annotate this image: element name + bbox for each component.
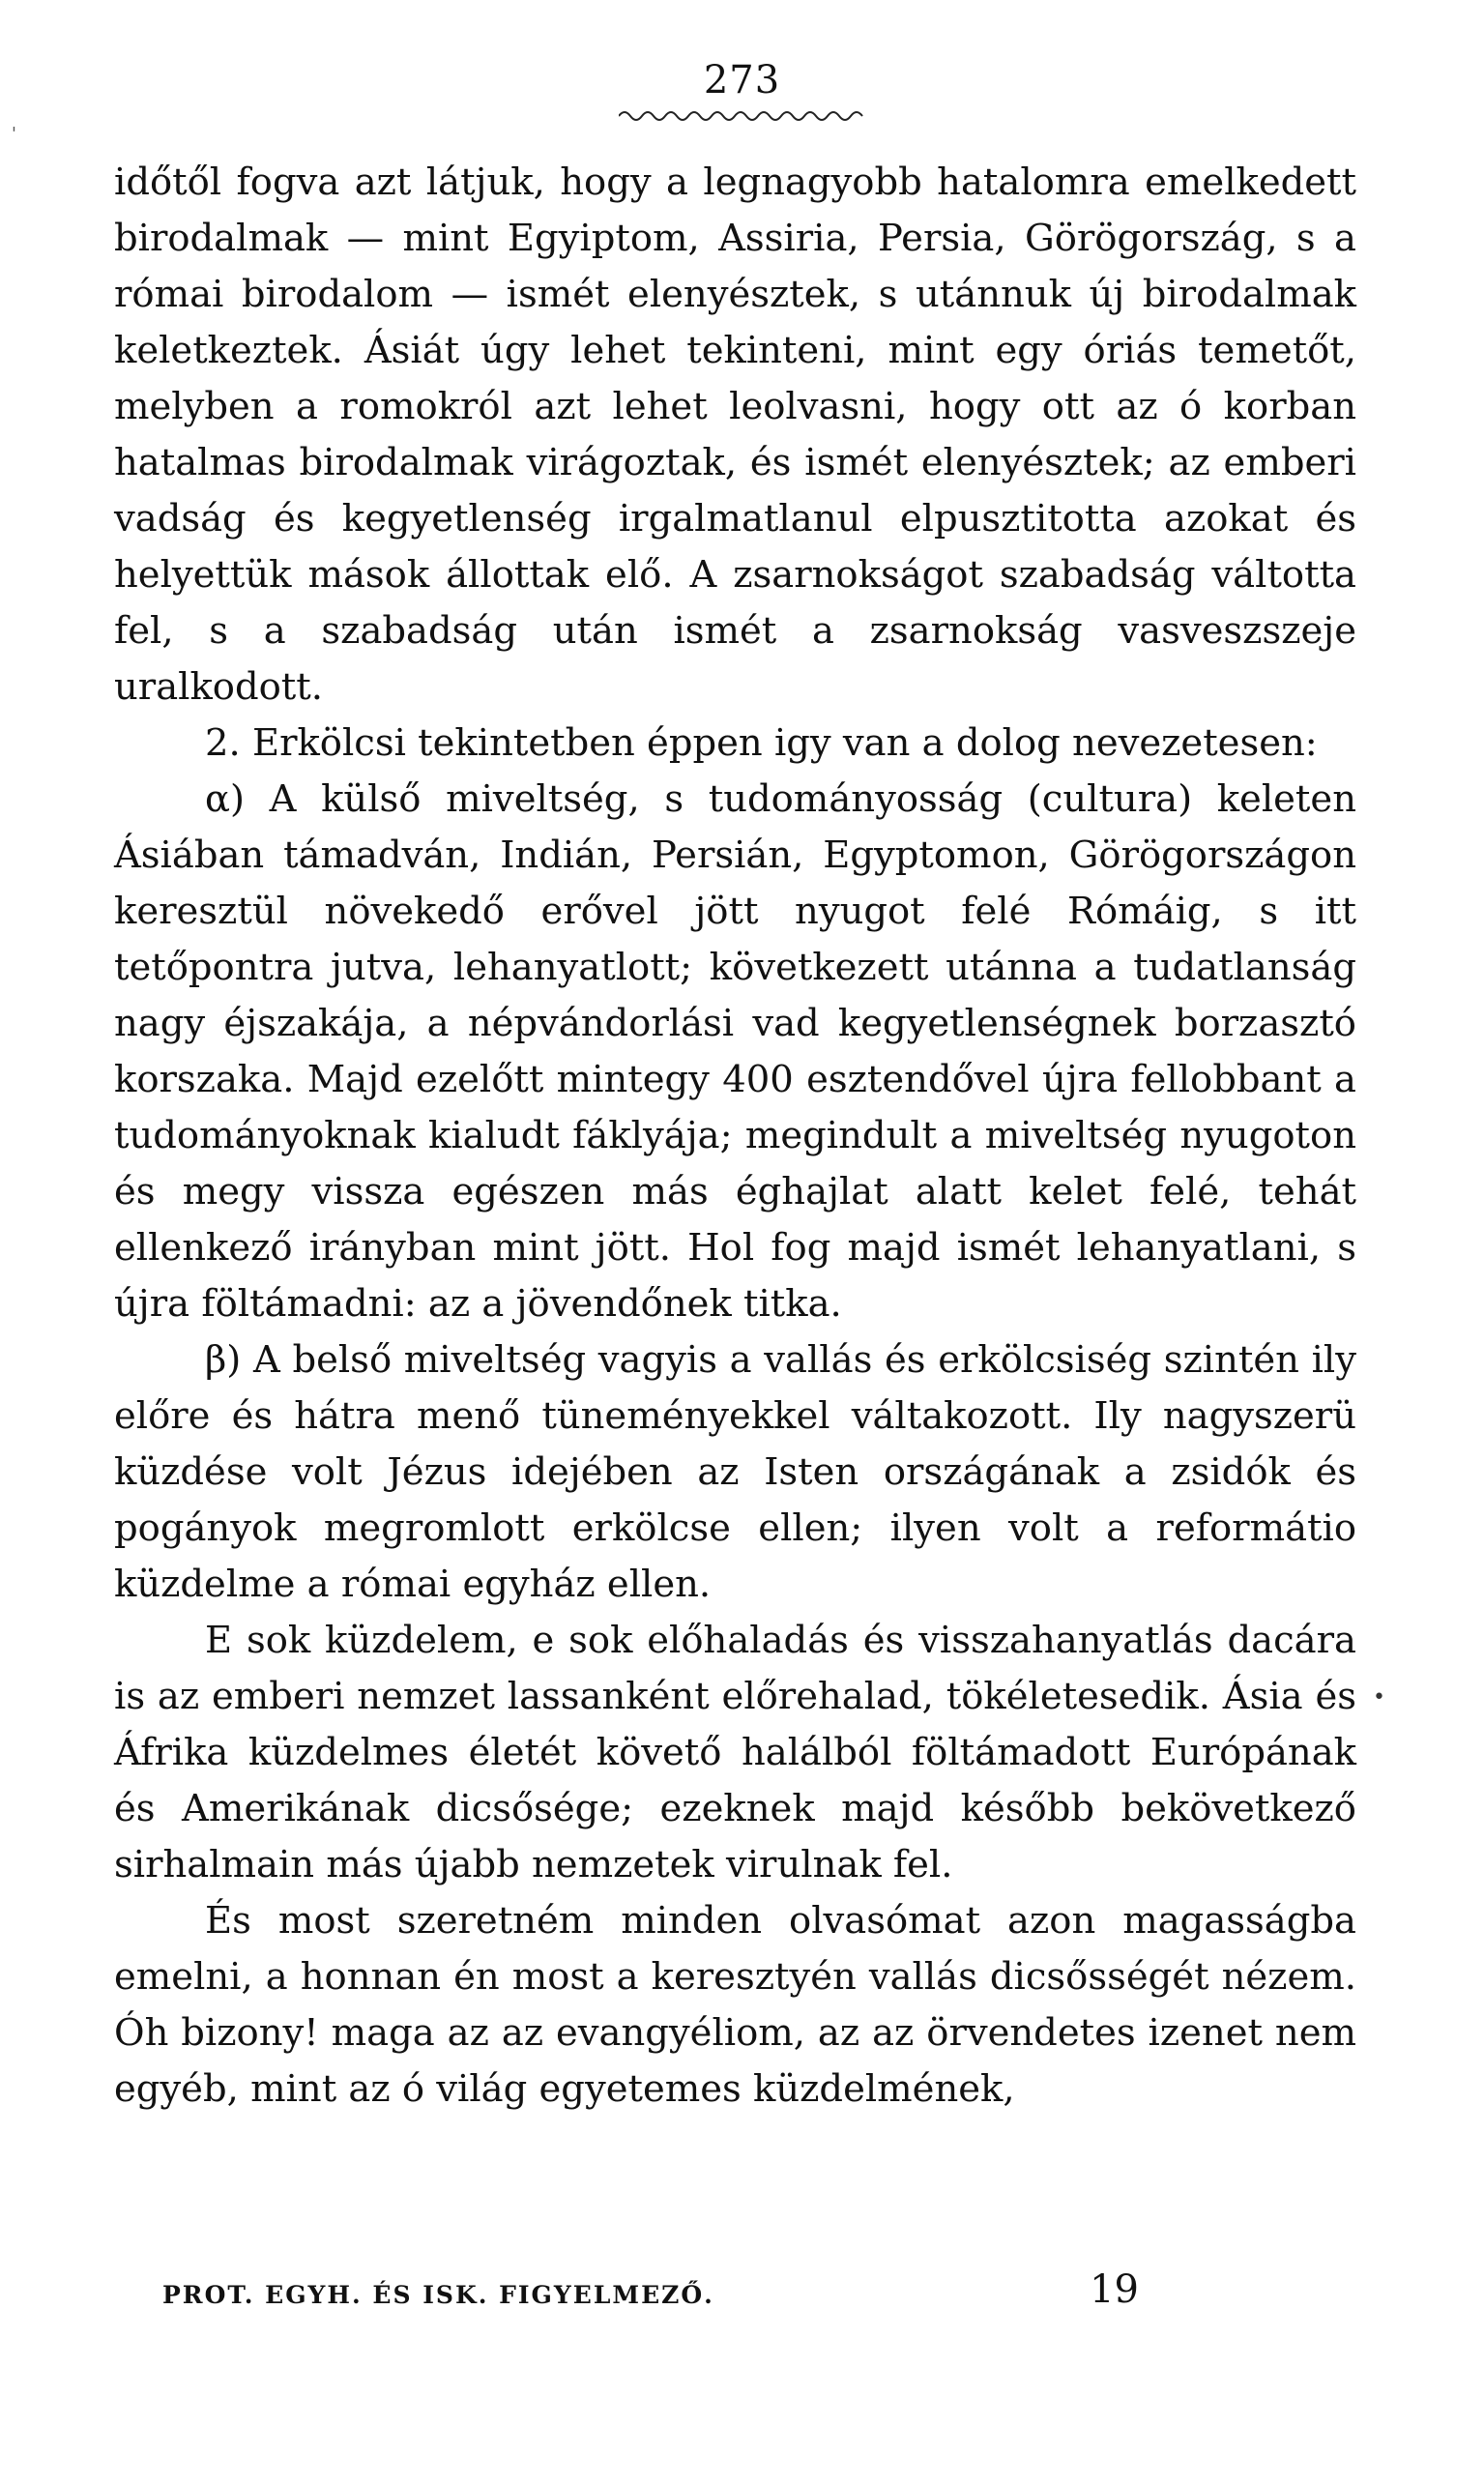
paragraph: E sok küzdelem, e sok előhaladás és visszahanyatlás dacára is az emberi nemzet lassanként előrehalad, tökéletesedik. Ásia és Áfrika küzdelmes életét követő halálból föltámadott Európának és Amerikának dicsősége; ezeknek majd később bekövetkező sirhalmain más újabb nemzetek virulnak fel. [114, 1619, 1356, 1886]
page-footer [162, 2267, 1139, 2325]
sheet-number: 19 [1090, 2267, 1139, 2312]
paragraph: 2. Erkölcsi tekintetben éppen igy van a dolog nevezetesen: [205, 721, 1318, 765]
paragraph: És most szeretném minden olvasómat azon magasságba emelni, a honnan én most a keresztyén vallás dicsősségét nézem. Óh bizony! maga az az evangyéliom, az az örvendetes izenet nem egyéb, mint az ó világ egyetemes küzdelmének, [114, 1899, 1356, 2111]
header-ornament-rule [619, 104, 865, 128]
margin-mark: • [1373, 1685, 1385, 1710]
wavy-rule [619, 112, 862, 120]
paragraph: α) A külső miveltség, s tudományosság (cultura) keleten Ásiában támadván, Indián, Persián, Egyptomon, Görögországon keresztül növekedő erővel jött nyugot felé Rómáig, s itt tetőpontra jutva, lehanyatlott; következett utánna a tudatlanság nagy éjszakája, a népvándorlási vad kegyetlenségnek borzasztó korszaka. Majd ezelőtt mintegy 400 esztendővel újra fellobbant a tudományoknak kialudt fáklyája; megindult a miveltség nyugoton és megy vissza egészen más éghajlat alatt kelet felé, tehát ellenkező irányban mint jött. Hol fog majd ismét lehanyatlani, s újra föltámadni: az a jövendőnek titka. [114, 777, 1356, 1326]
page-number: 273 [703, 58, 781, 102]
paragraph: β) A belső miveltség vagyis a vallás és erkölcsiség szintén ily előre és hátra menő tüneményekkel váltakozott. Ily nagyszerü küzdése volt Jézus idejében az Isten országának a zsidók és pogányok megromlott erkölcse ellen; ilyen volt a reformátio küzdelme a római egyház ellen. [114, 1338, 1356, 1606]
body-text [114, 155, 1356, 2118]
margin-tick-mark: ' [12, 124, 16, 144]
paragraph: időtől fogva azt látjuk, hogy a legnagyobb hatalomra emelkedett birodalmak — mint Egyiptom, Assiria, Persia, Görögország, s a római birodalom — ismét elenyésztek, s utánnuk új birodalmak keletkeztek. Ásiát úgy lehet tekinteni, mint egy óriás temetőt, melyben a romokról azt lehet leolvasni, hogy ott az ó korban hatalmas birodalmak virágoztak, és ismét elenyésztek; az emberi vadság és kegyetlenség irgalmatlanul elpusztitotta azokat és helyettük mások állottak elő. A zsarnokságot szabadság váltotta fel, s a szabadság után ismét a zsarnokság vasveszszeje uralkodott. [114, 161, 1356, 709]
printer-signature: PROT. EGYH. ÉS ISK. FIGYELMEZŐ. [162, 2281, 714, 2309]
